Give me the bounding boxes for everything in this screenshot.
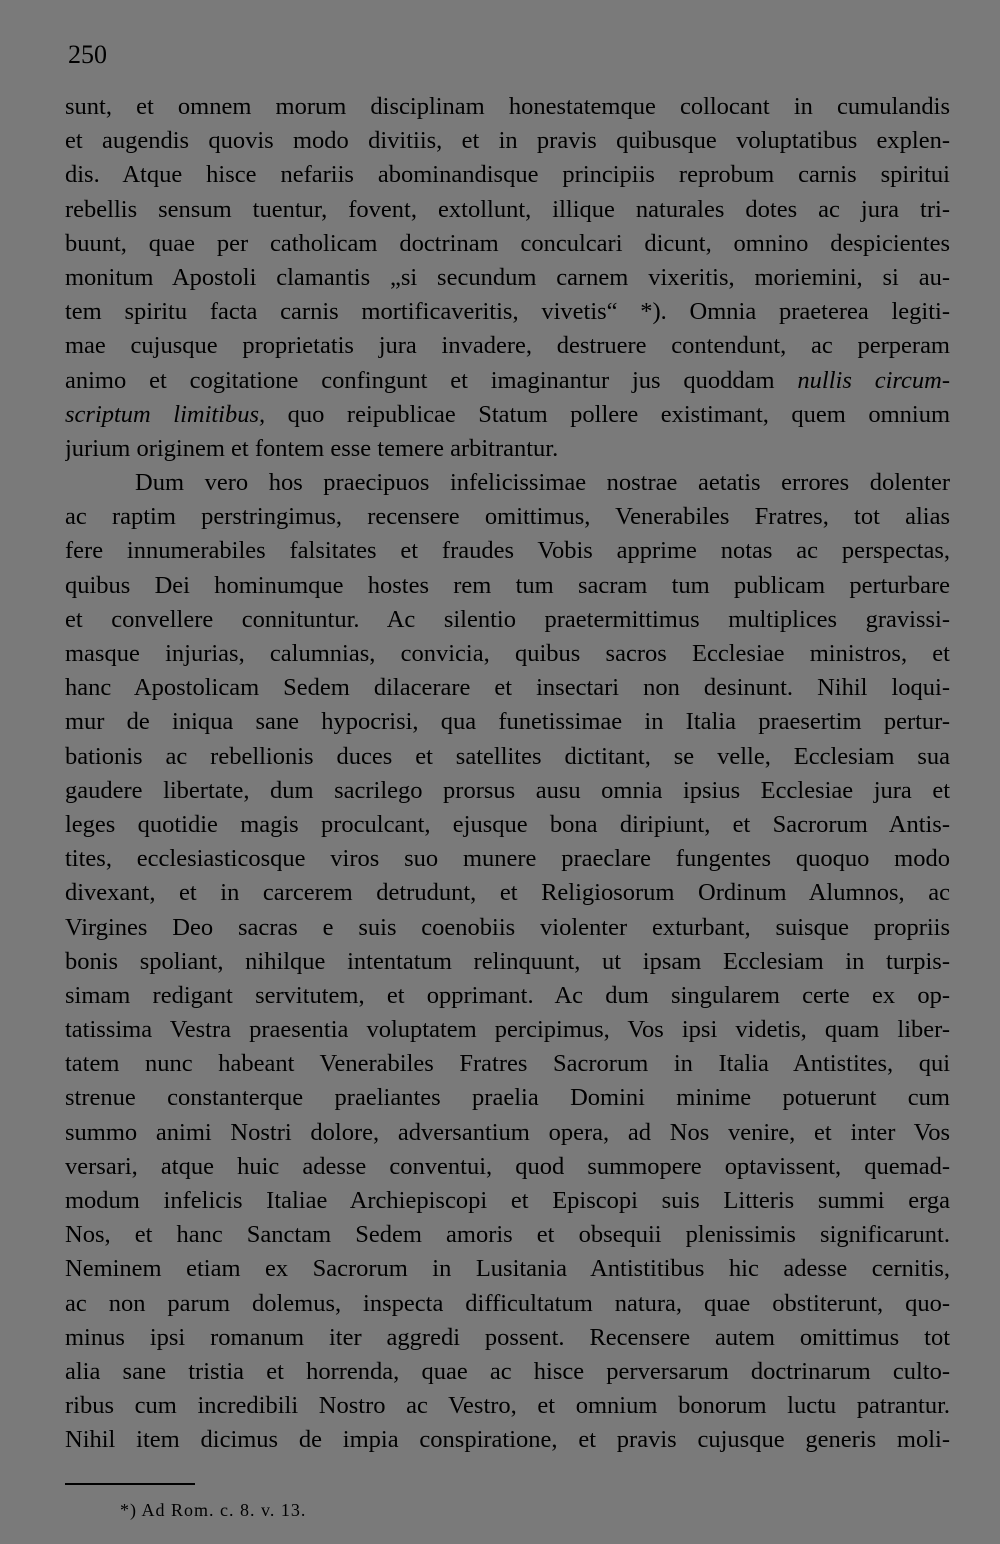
text-line: fere innumerabiles falsitates et fraudes Vobis apprime notas ac perspectas, [65, 537, 950, 565]
text-line: jurium originem et fontem esse temere arbitrantur. [65, 434, 559, 462]
text-line: et convellere connituntur. Ac silentio praetermittimus multiplices gravissi- [65, 605, 950, 633]
text-span: quo reipublicae Statum pollere existimant, quem omnium [265, 400, 950, 428]
text-line: tatissima Vestra praesentia voluptatem percipimus, Vos ipsi videtis, quam liber- [65, 1016, 950, 1044]
text-line: minus ipsi romanum iter aggredi possent. Recensere autem omittimus tot [65, 1323, 950, 1351]
text-line: rebellis sensum tuentur, fovent, extollunt, illique naturales dotes ac jura tri- [65, 195, 950, 223]
text-line: Dum vero hos praecipuos infelicissimae nostrae aetatis errores dolenter [135, 469, 950, 497]
text-line: summo animi Nostri dolore, adversantium opera, ad Nos venire, et inter Vos [65, 1118, 950, 1146]
text-line: tem spiritu facta carnis mortificaveritis, vivetis“ *). Omnia praeterea legiti- [65, 298, 950, 326]
italic-text: nullis circum- [797, 366, 950, 394]
text-line: versari, atque huic adesse conventui, quod summopere optavissent, quemad- [65, 1152, 950, 1180]
text-line: Virgines Deo sacras e suis coenobiis violenter exturbant, suisque propriis [65, 913, 950, 941]
text-line: hanc Apostolicam Sedem dilacerare et insectari non desinunt. Nihil loqui- [65, 674, 950, 702]
text-line: ribus cum incredibili Nostro ac Vestro, et omnium bonorum luctu patrantur. [65, 1392, 950, 1420]
text-line [65, 398, 950, 432]
text-line: Nos, et hanc Sanctam Sedem amoris et obsequii plenissimis significarunt. [65, 1221, 950, 1249]
text-span: animo et cogitatione confingunt et imaginantur jus quoddam [65, 366, 798, 394]
text-line: quibus Dei hominumque hostes rem tum sacram tum publicam perturbare [65, 571, 950, 599]
text-line: alia sane tristia et horrenda, quae ac hisce perversarum doctrinarum culto- [65, 1357, 950, 1385]
text-line: tites, ecclesiasticosque viros suo munere praeclare fungentes quoquo modo [65, 845, 950, 873]
text-line: ac non parum dolemus, inspecta difficultatum natura, quae obstiterunt, quo- [65, 1289, 950, 1317]
text-line: divexant, et in carcerem detrudunt, et Religiosorum Ordinum Alumnos, ac [65, 879, 950, 907]
text-line: buunt, quae per catholicam doctrinam conculcari dicunt, omnino despicientes [65, 229, 950, 257]
text-line [65, 364, 950, 398]
text-line: mae cujusque proprietatis jura invadere, destruere contendunt, ac perperam [65, 332, 950, 360]
text-line: dis. Atque hisce nefariis abominandisque principiis reprobum carnis spiritui [65, 161, 950, 189]
text-line: sunt, et omnem morum disciplinam honestatemque collocant in cumulandis [65, 93, 950, 120]
text-line: leges quotidie magis proculcant, ejusque bona diripiunt, et Sacrorum Antis- [65, 810, 950, 838]
text-line: simam redigant servitutem, et opprimant. Ac dum singularem certe ex op- [65, 981, 950, 1009]
text-line: ac raptim perstringimus, recensere omittimus, Venerabiles Fratres, tot alias [65, 503, 950, 531]
text-line: Neminem etiam ex Sacrorum in Lusitania Antistitibus hic adesse cernitis, [65, 1255, 950, 1283]
text-line: bonis spoliant, nihilque intentatum relinquunt, ut ipsam Ecclesiam in turpis- [65, 947, 950, 975]
body-text [65, 90, 950, 1458]
text-line: Nihil item dicimus de impia conspiratione, et pravis cujusque generis moli- [65, 1426, 950, 1454]
text-line: mur de iniqua sane hypocrisi, qua funetissimae in Italia praesertim pertur- [65, 708, 950, 736]
text-line: et augendis quovis modo divitiis, et in pravis quibusque voluptatibus explen- [65, 127, 950, 155]
text-line: bationis ac rebellionis duces et satellites dictitant, se velle, Ecclesiam sua [65, 742, 950, 770]
text-line: monitum Apostoli clamantis „si secundum carnem vixeritis, moriemini, si au- [65, 263, 950, 291]
text-line: modum infelicis Italiae Archiepiscopi et Episcopi suis Litteris summi erga [65, 1187, 950, 1214]
text-line: gaudere libertate, dum sacrilego prorsus ausu omnia ipsius Ecclesiae jura et [65, 776, 950, 804]
footnote: *) Ad Rom. c. 8. v. 13. [120, 1500, 307, 1520]
footnote-rule [65, 1483, 195, 1485]
text-line: tatem nunc habeant Venerabiles Fratres Sacrorum in Italia Antistites, qui [65, 1050, 950, 1078]
text-line: masque injurias, calumnias, convicia, quibus sacros Ecclesiae ministros, et [65, 640, 950, 667]
italic-text: scriptum limitibus, [65, 400, 266, 428]
page-number: 250 [68, 40, 107, 69]
text-line: strenue constanterque praeliantes praelia Domini minime potuerunt cum [65, 1084, 950, 1112]
